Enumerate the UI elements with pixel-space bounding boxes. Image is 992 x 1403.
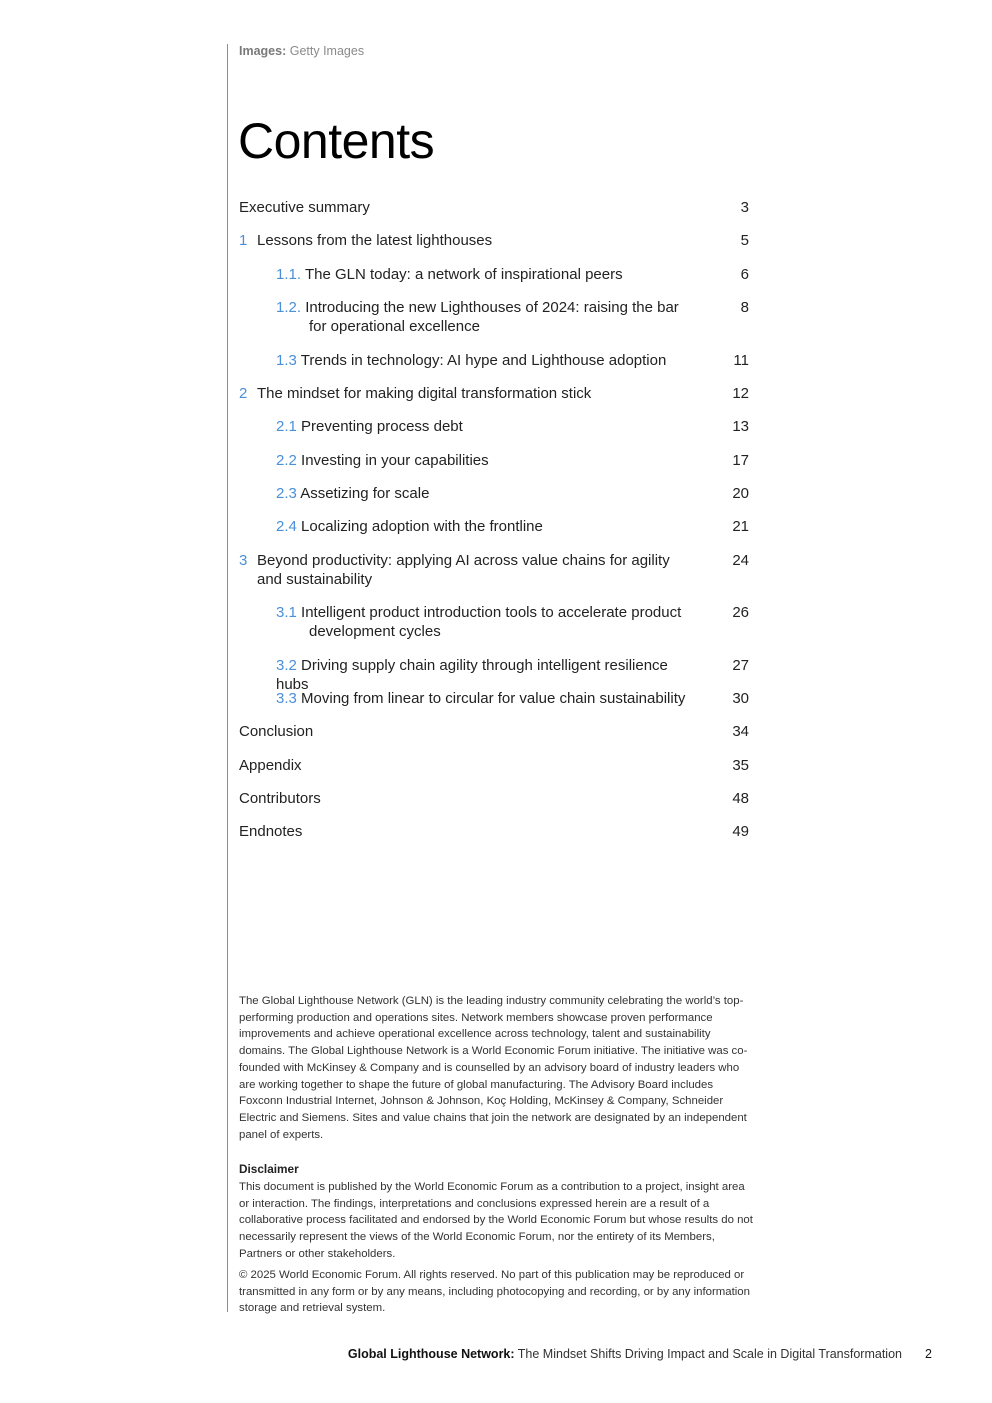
toc-entry-text: Localizing adoption with the frontline	[301, 518, 543, 535]
toc-entry-text: Driving supply chain agility through intelligent resilience hubs	[276, 657, 668, 693]
toc-entry-page: 24	[732, 552, 749, 569]
toc-entry[interactable]	[239, 789, 751, 808]
toc-entry-title	[276, 298, 751, 336]
toc-entry-page: 11	[733, 352, 749, 369]
toc-entry-title	[276, 351, 751, 370]
toc-entry-page: 12	[732, 385, 749, 402]
toc-entry-title	[276, 689, 751, 708]
toc-entry-title	[276, 265, 751, 284]
toc-entry-title	[239, 384, 751, 403]
toc-entry-page: 21	[732, 518, 749, 535]
toc-entry-number: 3.3	[276, 690, 297, 707]
toc-entry[interactable]	[239, 484, 751, 503]
disclaimer-text: This document is published by the World Economic Forum as a contribution to a project, insight area or interaction. The findings, interpretations and conclusions expressed herein are a result of a collaborative process facilitated and endorsed by the World Economic Forum but whose results do not necessarily represent the views of the World Economic Forum, nor the entirety of its Members, Partners or other stakeholders.	[239, 1181, 753, 1260]
toc-entry-page: 5	[740, 232, 749, 249]
toc-entry-text: Contributors	[239, 790, 321, 807]
toc-entry-number: 3	[239, 552, 248, 569]
toc-entry[interactable]	[239, 722, 751, 741]
image-credit-label: Images:	[239, 44, 287, 58]
image-credit-value: Getty Images	[289, 44, 365, 58]
toc-entry-title	[239, 551, 751, 589]
disclaimer-heading: Disclaimer	[239, 1162, 299, 1176]
toc-entry-number: 2.1	[276, 418, 297, 435]
toc-entry-text: Preventing process debt	[301, 418, 463, 435]
toc-entry-number: 2.2	[276, 452, 297, 469]
toc-entry-title	[239, 722, 751, 741]
toc-entry-text: Moving from linear to circular for value chain sustainability	[301, 690, 686, 707]
toc-entry-text-continued: and sustainability	[257, 571, 373, 588]
toc-entry-text: Investing in your capabilities	[301, 452, 489, 469]
toc-entry-page: 26	[732, 604, 749, 621]
toc-entry-number: 2	[239, 385, 248, 402]
toc-entry-page: 35	[732, 757, 749, 774]
toc-entry-text: Conclusion	[239, 723, 314, 740]
toc-entry-text: Trends in technology: AI hype and Lighthouse adoption	[300, 352, 667, 369]
toc-entry-number: 1.3	[276, 352, 297, 369]
toc-entry[interactable]	[239, 517, 751, 536]
toc-entry-title	[276, 417, 751, 436]
toc-entry[interactable]	[239, 198, 751, 217]
toc-entry-page: 49	[732, 823, 749, 840]
toc-entry[interactable]	[239, 231, 751, 250]
toc-entry-title	[239, 789, 751, 808]
toc-entry[interactable]	[239, 551, 751, 589]
toc-entry-page: 48	[732, 790, 749, 807]
margin-rule	[227, 44, 228, 1312]
toc-entry-page: 8	[740, 299, 749, 316]
toc-entry-title	[276, 484, 751, 503]
page-number: 2	[925, 1347, 932, 1361]
toc-entry-text: Appendix	[239, 757, 302, 774]
image-credit	[239, 44, 364, 58]
copyright-notice: © 2025 World Economic Forum. All rights reserved. No part of this publication may be reproduced or transmitted in any form or by any means, including photocopying and recording, or by any information storage and retrieval system.	[239, 1269, 750, 1315]
toc-entry[interactable]	[239, 417, 751, 436]
toc-entry-page: 17	[732, 452, 749, 469]
toc-entry-title	[239, 822, 751, 841]
toc-entry-number: 2.4	[276, 518, 297, 535]
toc-entry-number: 2.3	[276, 485, 297, 502]
toc-entry-number: 1	[239, 232, 248, 249]
toc-entry-page: 3	[740, 199, 749, 216]
footer-series-title: Global Lighthouse Network:	[347, 1347, 515, 1361]
about-paragraph: The Global Lighthouse Network (GLN) is the leading industry community celebrating the world’s top-performing production and operations sites. Network members showcase proven performance improvements and achieve operational excellence across technology, talent and sustainability domains. The Global Lighthouse Network is a World Economic Forum initiative. The initiative was co-founded with McKinsey & Company and is counselled by an advisory board of industry leaders who are working together to shape the future of global manufacturing. The Advisory Board includes Foxconn Industrial Internet, Johnson & Johnson, Koç Holding, McKinsey & Company, Schneider Electric and Siemens. Sites and value chains that join the network are designated by an independent panel of experts.	[239, 995, 748, 1141]
toc-entry-text: Lessons from the latest lighthouses	[257, 232, 493, 249]
toc-entry-text: Assetizing for scale	[300, 485, 430, 502]
toc-entry[interactable]	[239, 384, 751, 403]
toc-entry-title	[276, 451, 751, 470]
toc-entry-text: The mindset for making digital transformation stick	[257, 385, 592, 402]
toc-entry-title	[276, 603, 751, 641]
toc-entry-text: The GLN today: a network of inspirational peers	[304, 266, 623, 283]
toc-entry-text: Executive summary	[239, 199, 370, 216]
toc-entry-text: Intelligent product introduction tools to accelerate product	[301, 604, 682, 621]
toc-entry-text: Beyond productivity: applying AI across value chains for agility	[257, 552, 670, 569]
toc-entry-number: 1.2.	[276, 299, 302, 316]
toc-entry-text: Introducing the new Lighthouses of 2024: raising the bar	[305, 299, 679, 316]
toc-entry-title	[276, 517, 751, 536]
toc-entry-number: 1.1.	[276, 266, 302, 283]
running-footer	[348, 1347, 902, 1361]
toc-entry-title	[239, 756, 751, 775]
toc-entry-page: 13	[732, 418, 749, 435]
toc-entry-text: Endnotes	[239, 823, 303, 840]
toc-entry-text-continued: development cycles	[309, 623, 441, 640]
toc-entry[interactable]	[239, 689, 751, 708]
toc-entry-page: 20	[732, 485, 749, 502]
toc-entry-number: 3.2	[276, 657, 297, 674]
toc-entry[interactable]	[239, 756, 751, 775]
toc-entry[interactable]	[239, 603, 751, 641]
toc-entry[interactable]	[239, 265, 751, 284]
toc-entry-page: 27	[732, 657, 749, 674]
toc-entry[interactable]	[239, 822, 751, 841]
footer-report-title: The Mindset Shifts Driving Impact and Scale in Digital Transformation	[517, 1347, 902, 1361]
toc-entry-title	[239, 231, 751, 250]
page-title: Contents	[238, 113, 435, 169]
toc-entry[interactable]	[239, 298, 751, 336]
toc-entry[interactable]	[239, 351, 751, 370]
toc-entry-number: 3.1	[276, 604, 297, 621]
toc-entry[interactable]	[239, 451, 751, 470]
toc-entry-page: 30	[732, 690, 749, 707]
toc-entry-page: 34	[732, 723, 749, 740]
toc-entry-title	[239, 198, 751, 217]
toc-entry-text-continued: for operational excellence	[309, 318, 480, 335]
toc-entry-page: 6	[740, 266, 749, 283]
